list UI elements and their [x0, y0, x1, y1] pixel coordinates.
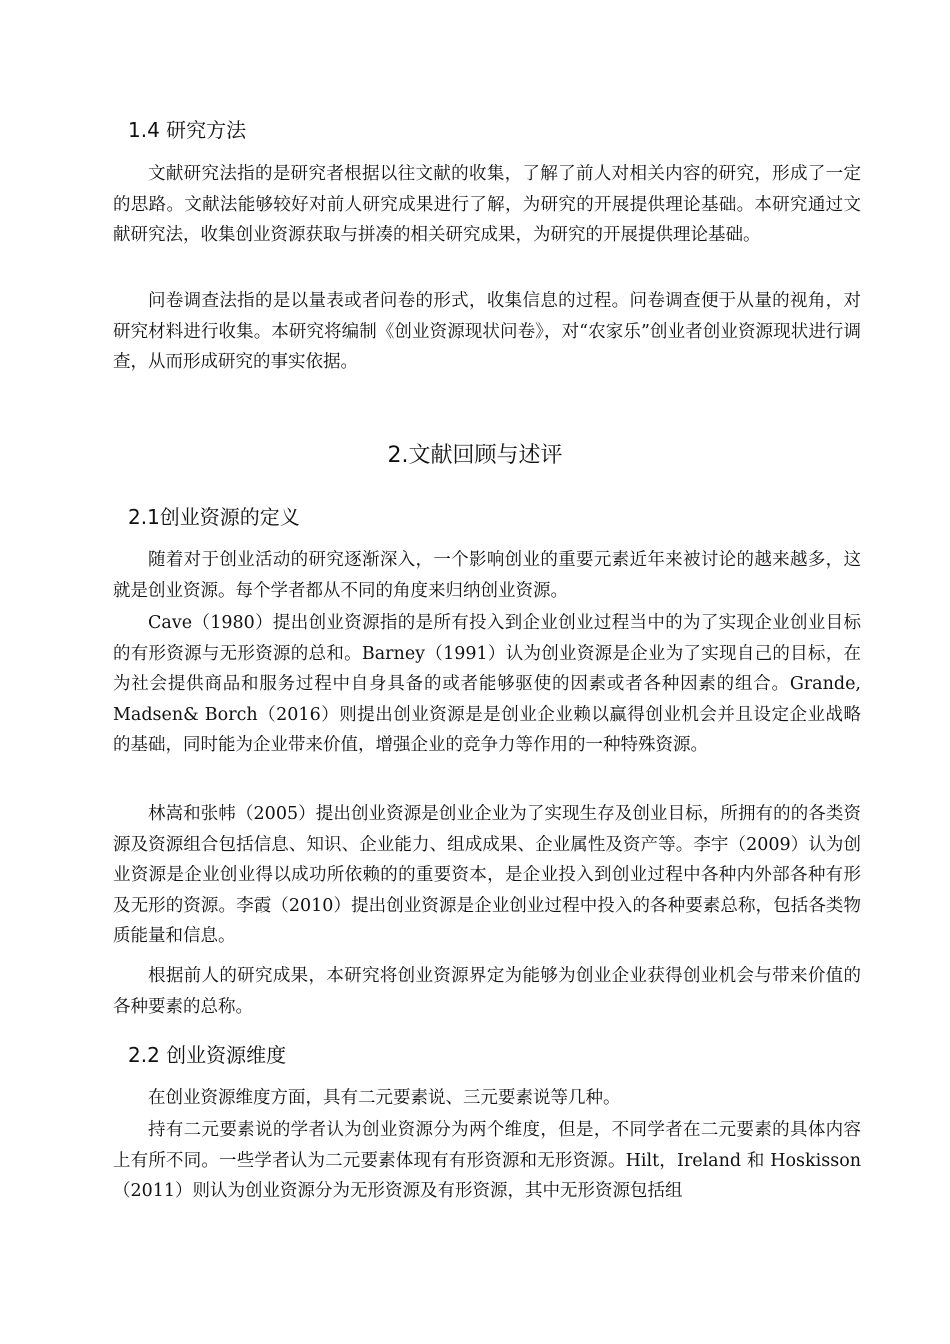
paragraph: 林嵩和张帏（2005）提出创业资源是创业企业为了实现生存及创业目标，所拥有的的各类资源及资源组合包括信息、知识、企业能力、组成成果、企业属性及资产等。李宇（2009）认为创业资源是企业创业得以成功所依赖的的重要资本，是企业投入到创业过程中各种内外部各种有形及无形的资源。李霞（2010）提出创业资源是企业创业过程中投入的各种要素总称，包括各类物质能量和信息。 [113, 804, 861, 946]
chapter-heading-2: 2.文献回顾与述评 [387, 443, 563, 468]
paragraph: 随着对于创业活动的研究逐渐深入，一个影响创业的重要元素近年来被讨论的越来越多，这就是创业资源。每个学者都从不同的角度来归纳创业资源。 [113, 550, 861, 601]
section-heading-2-2: 2.2 创业资源维度 [128, 1043, 287, 1067]
section-heading-1-4: 1.4 研究方法 [128, 118, 247, 142]
paragraph: 文献研究法指的是研究者根据以往文献的收集，了解了前人对相关内容的研究，形成了一定的思路。文献法能够较好对前人研究成果进行了解，为研究的开展提供理论基础。本研究通过文献研究法，收集创业资源获取与拼凑的相关研究成果，为研究的开展提供理论基础。 [113, 164, 861, 245]
paragraph: Cave（1980）提出创业资源指的是所有投入到企业创业过程当中的为了实现企业创业目标的有形资源与无形资源的总和。Barney（1991）认为创业资源是企业为了实现自己的目标，在为社会提供商品和服务过程中自身具备的或者能够驱使的因素或者各种因素的组合。Grande, Madsen& Borch（2016）则提出创业资源是是创业企业赖以赢得创业机会并且设定企业战略的基础，同时能为企业带来价值，增强企业的竞争力等作用的一种特殊资源。 [113, 613, 861, 755]
section-heading-2-1: 2.1创业资源的定义 [128, 505, 300, 529]
paragraph: 根据前人的研究成果，本研究将创业资源界定为能够为创业企业获得创业机会与带来价值的各种要素的总称。 [113, 966, 861, 1017]
paragraph: 持有二元要素说的学者认为创业资源分为两个维度，但是，不同学者在二元要素的具体内容上有所不同。一些学者认为二元要素体现有有形资源和无形资源。Hilt，Ireland 和 Hoskisson（2011）则认为创业资源分为无形资源及有形资源，其中无形资源包括组 [113, 1120, 861, 1201]
paragraph: 问卷调查法指的是以量表或者问卷的形式，收集信息的过程。问卷调查便于从量的视角，对研究材料进行收集。本研究将编制《创业资源现状问卷》，对“农家乐”创业者创业资源现状进行调查，从而形成研究的事实依据。 [113, 291, 861, 372]
paragraph: 在创业资源维度方面，具有二元要素说、三元要素说等几种。 [148, 1088, 621, 1108]
